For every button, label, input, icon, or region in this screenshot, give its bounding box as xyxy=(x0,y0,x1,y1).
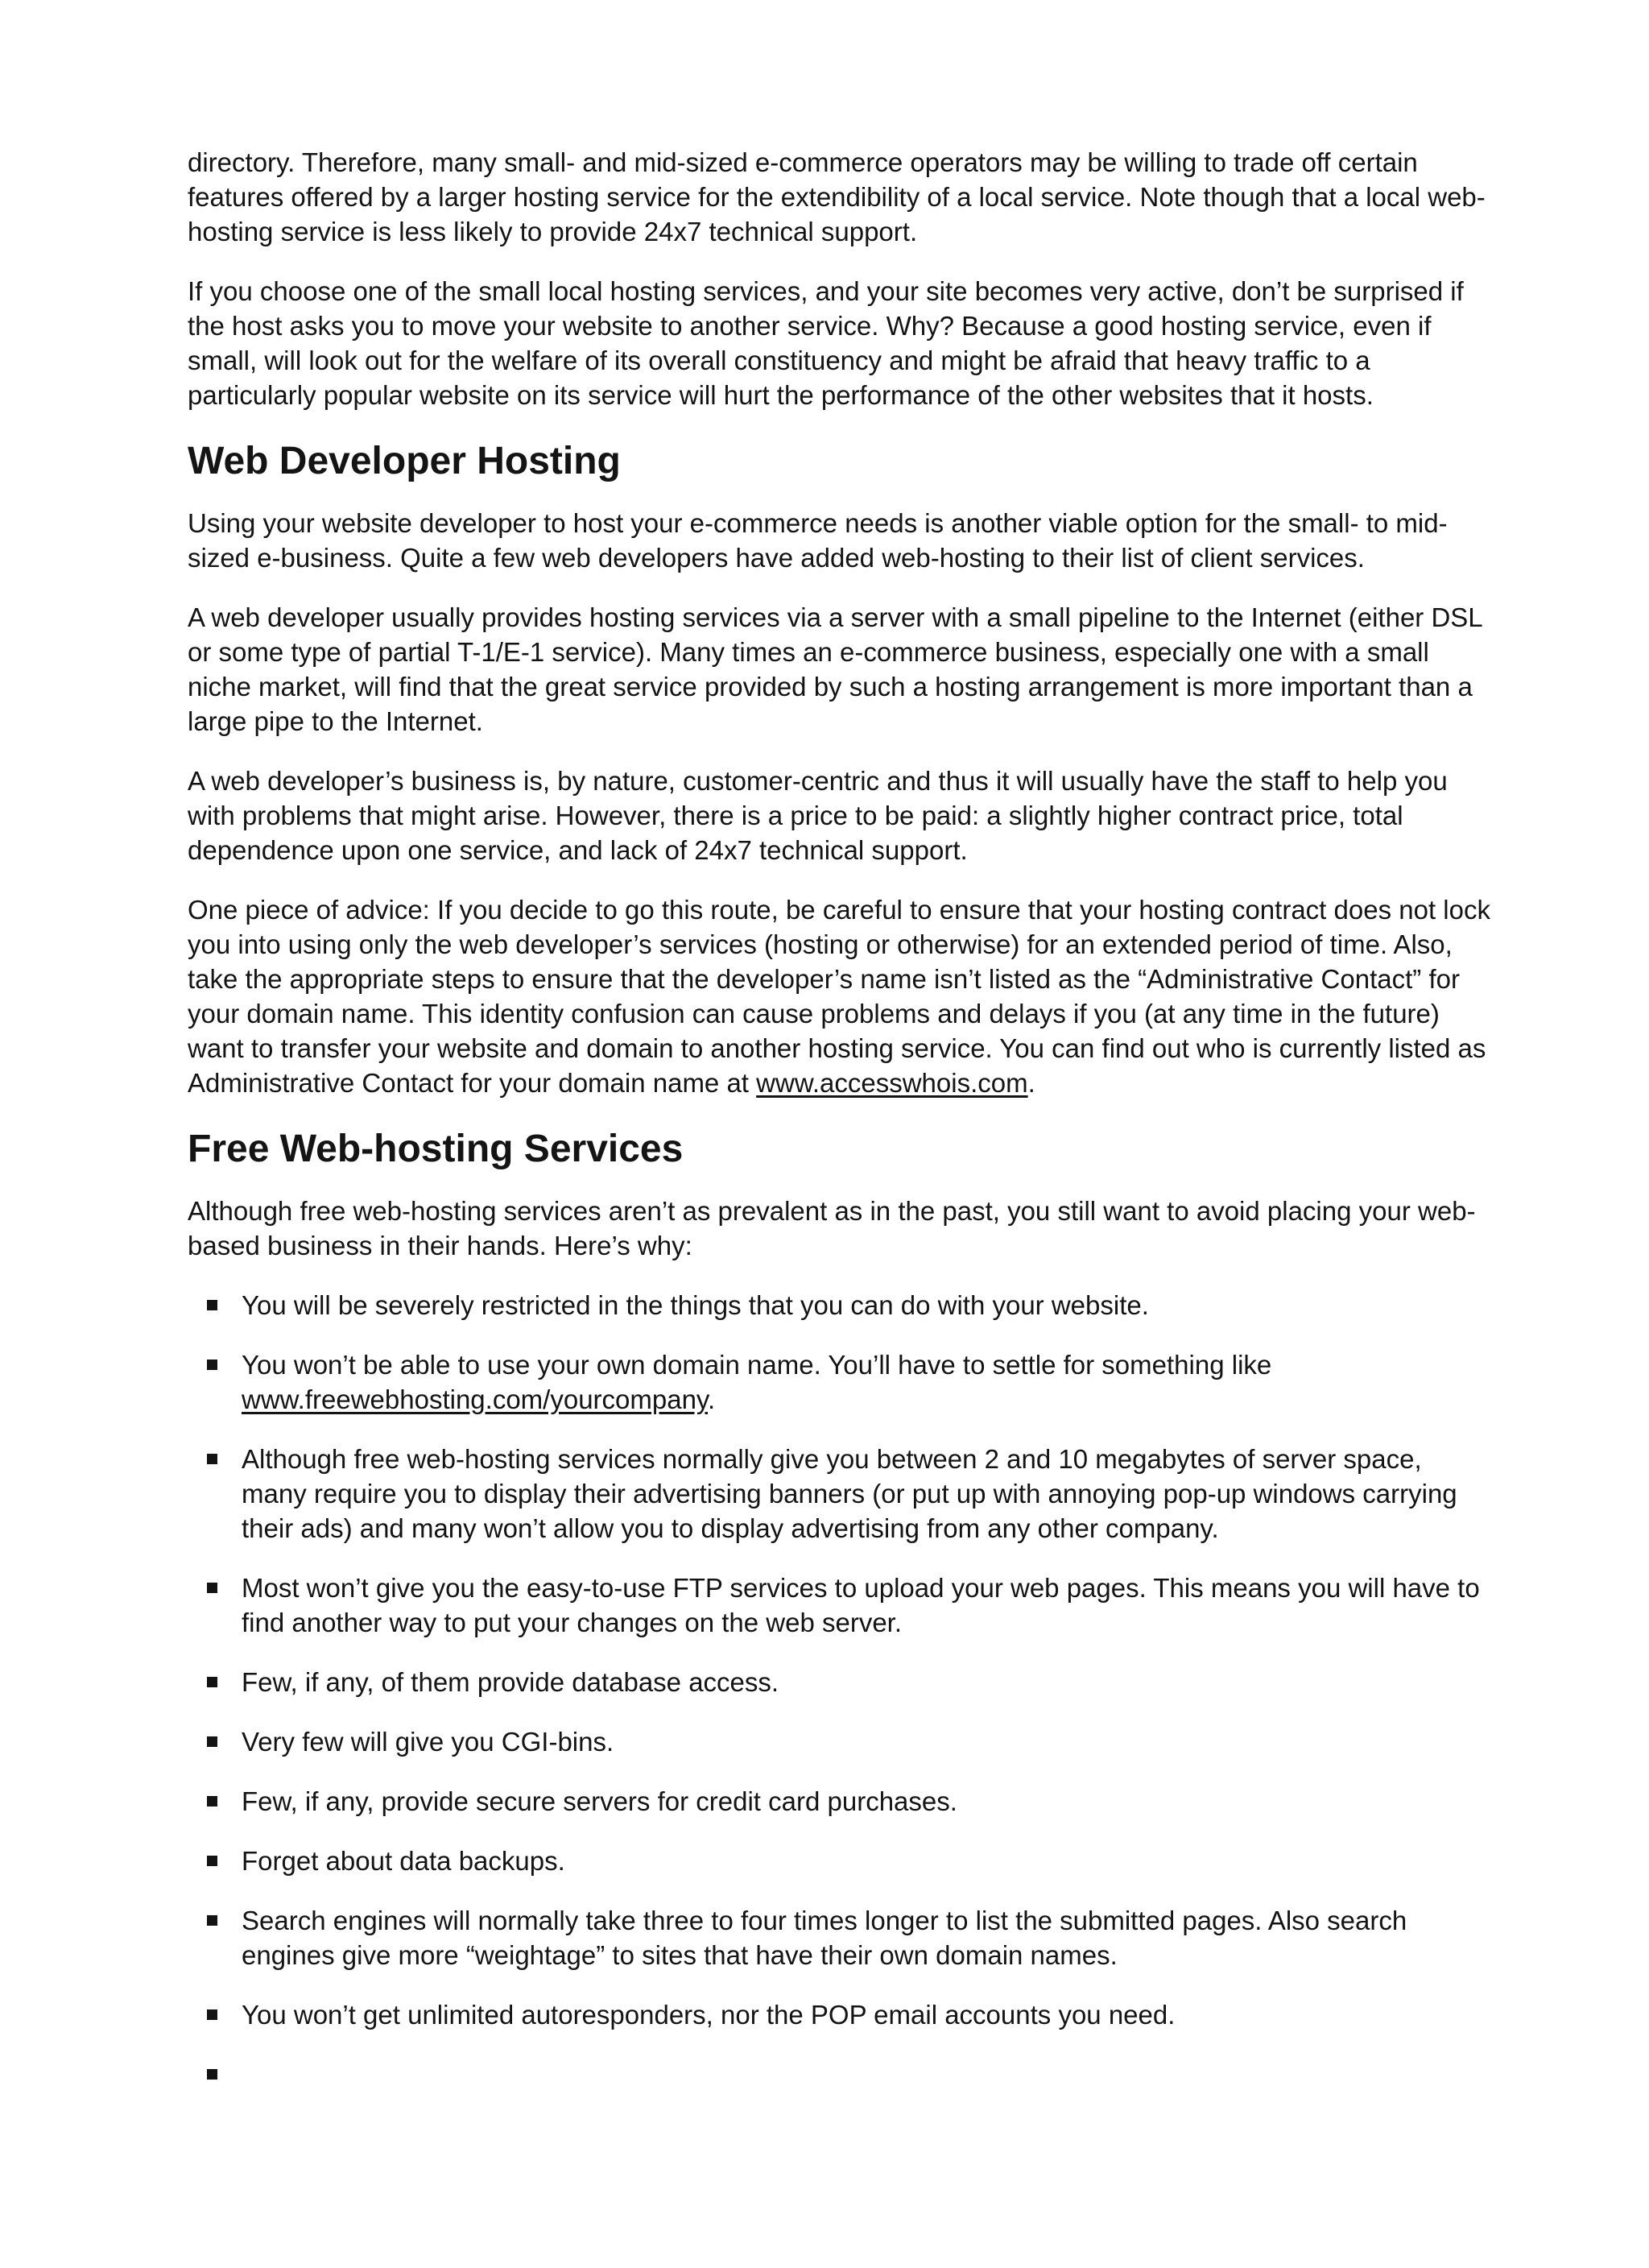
square-bullet-icon xyxy=(207,1915,217,1926)
document-page xyxy=(188,145,1492,2057)
section-heading-web-developer-hosting: Web Developer Hosting xyxy=(188,440,621,482)
list-item-text: Search engines will normally take three to four times longer to list the submitted pages. Also search engines give more “weightage” to sites that have their own domain names. xyxy=(242,1906,1407,1970)
list-item-text: Although free web-hosting services normally give you between 2 and 10 megabytes of server space, many require you to display their advertising banners (or put up with annoying pop-up windows carrying their ads) and many won’t allow you to display advertising from any other company. xyxy=(242,1444,1457,1543)
list-item-text: Forget about data backups. xyxy=(242,1846,565,1876)
list-item-text: Few, if any, provide secure servers for credit card purchases. xyxy=(242,1786,957,1816)
list-item xyxy=(188,1288,1492,1322)
list-item xyxy=(188,1347,1492,1417)
square-bullet-icon xyxy=(207,1736,217,1747)
list-item-text: Very few will give you CGI-bins. xyxy=(242,1727,614,1757)
list-item xyxy=(188,1665,1492,1699)
list-item xyxy=(188,1442,1492,1546)
list-item xyxy=(188,1571,1492,1640)
freewebhosting-link[interactable]: www.freewebhosting.com/yourcompany xyxy=(242,1384,708,1414)
advice-paragraph xyxy=(188,892,1492,1100)
body-paragraph: directory. Therefore, many small- and mid-sized e-commerce operators may be willing to trade off certain features offered by a larger hosting service for the extendibility of a local service. Note though that a local web-hosting service is less likely to provide 24x7 technical support. xyxy=(188,147,1486,246)
list-item-text: You won’t be able to use your own domain name. You’ll have to settle for something like xyxy=(242,1350,1272,1380)
body-paragraph: A web developer usually provides hosting services via a server with a small pipeline to the Internet (either DSL or some type of partial T-1/E-1 service). Many times an e-commerce business, especially one with a small niche market, will find that the great service provided by such a hosting arrangement is more important than a large pipe to the Internet. xyxy=(188,602,1482,736)
list-item-end: . xyxy=(707,1384,716,1414)
list-item xyxy=(188,1903,1492,1972)
list-item-text: You will be severely restricted in the things that you can do with your website. xyxy=(242,1290,1149,1320)
body-paragraph: A web developer’s business is, by nature, customer-centric and thus it will usually have the staff to help you with problems that might arise. However, there is a price to be paid: a slightly higher contract price, total dependence upon one service, and lack of 24x7 technical support. xyxy=(188,766,1448,865)
square-bullet-icon xyxy=(207,1677,217,1687)
advice-text: One piece of advice: If you decide to go this route, be careful to ensure that your hosting contract does not lock you into using only the web developer’s services (hosting or otherwise) for an extended period of time. Also, take the appropriate steps to ensure that the developer’s name isn’t listed as the “Administrative Contact” for your domain name. This identity confusion can cause problems and delays if you (at any time in the future) want to transfer your website and domain to another hosting service. You can find out who is currently listed as Administrative Contact for your domain name at xyxy=(188,895,1490,1098)
square-bullet-icon xyxy=(207,1796,217,1807)
accesswhois-link[interactable]: www.accesswhois.com xyxy=(756,1068,1028,1098)
list-item-text: Few, if any, of them provide database access. xyxy=(242,1667,779,1697)
section-heading-free-web-hosting: Free Web-hosting Services xyxy=(188,1128,684,1170)
list-item xyxy=(188,1724,1492,1759)
reasons-list xyxy=(188,1288,1492,2032)
square-bullet-icon xyxy=(207,1583,217,1593)
list-item xyxy=(188,1997,1492,2032)
square-bullet-icon xyxy=(207,2069,217,2080)
square-bullet-icon xyxy=(207,1300,217,1310)
list-item-text: Most won’t give you the easy-to-use FTP services to upload your web pages. This means you will have to find another way to put your changes on the web server. xyxy=(242,1573,1480,1637)
advice-end: . xyxy=(1027,1068,1035,1098)
body-paragraph: Although free web-hosting services aren’t as prevalent as in the past, you still want to avoid placing your web-based business in their hands. Here’s why: xyxy=(188,1196,1476,1260)
square-bullet-icon xyxy=(207,1856,217,1866)
list-item xyxy=(188,1784,1492,1819)
list-item xyxy=(188,1844,1492,1878)
body-paragraph: Using your website developer to host your e-commerce needs is another viable option for the small- to mid-sized e-business. Quite a few web developers have added web-hosting to their list of client services. xyxy=(188,508,1448,573)
square-bullet-icon xyxy=(207,2009,217,2020)
square-bullet-icon xyxy=(207,1360,217,1370)
square-bullet-icon xyxy=(207,1454,217,1464)
body-paragraph: If you choose one of the small local hosting services, and your site becomes very active, don’t be surprised if the host asks you to move your website to another service. Why? Because a good hosting service, even if small, will look out for the welfare of its overall constituency and might be afraid that heavy traffic to a particularly popular website on its service will hurt the performance of the other websites that it hosts. xyxy=(188,276,1464,410)
list-item-text: You won’t get unlimited autoresponders, nor the POP email accounts you need. xyxy=(242,2000,1176,2030)
